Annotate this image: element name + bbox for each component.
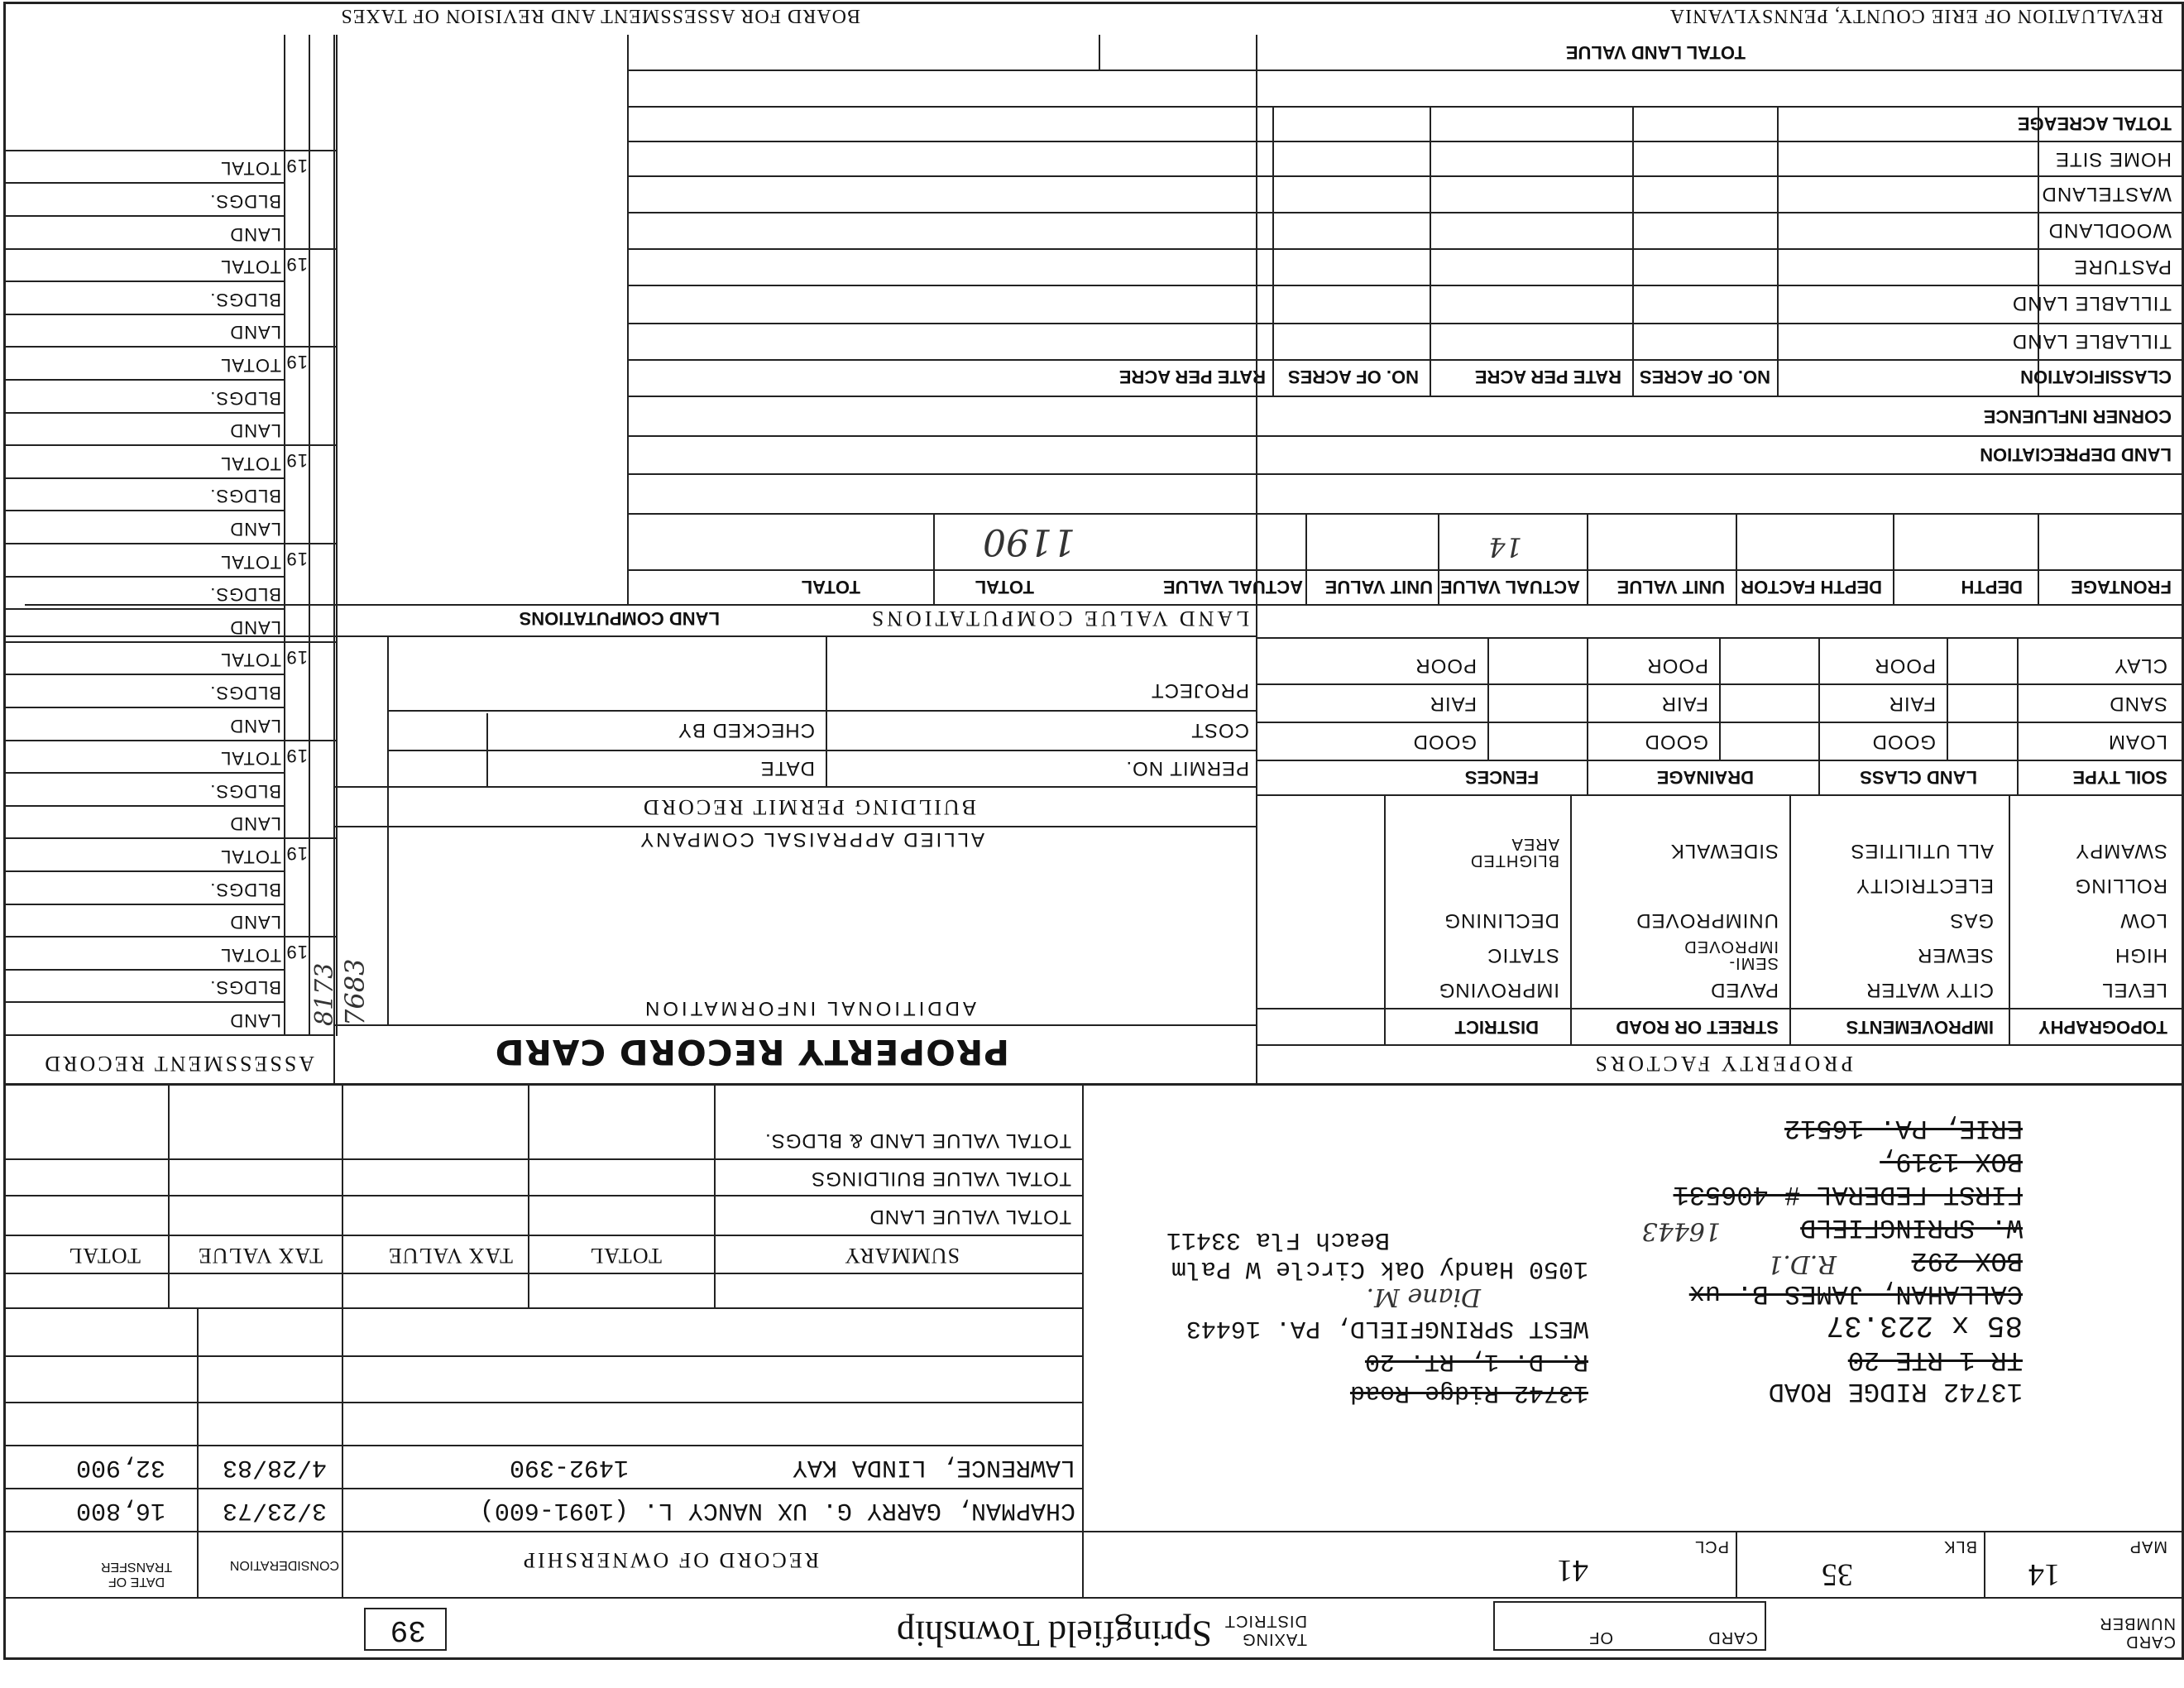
col-street: STREET OR ROAD <box>1616 1017 1779 1038</box>
class-wasteland: WASTELAND <box>2041 183 2172 205</box>
city-hand: 16443 <box>1641 1216 1721 1245</box>
street-sidewalk: SIDEWALK <box>1669 840 1779 862</box>
topo-swampy: SWAMPY <box>2075 840 2167 862</box>
permit-checked-by: CHECKED BY <box>677 719 815 741</box>
topo-level: LEVEL <box>2101 979 2167 1001</box>
mail-street-old: 13742 Ridge Road <box>1349 1379 1588 1407</box>
new-address-1: 1050 Handy Oak Circle W Palm <box>1171 1254 1588 1283</box>
county-title: REVALUATION OF ERIE COUNTY, PENNSYLVANIA <box>1669 5 2163 26</box>
bank-city-old: ERIE, PA. 16512 <box>1784 1113 2023 1144</box>
fences-good: GOOD <box>1412 731 1477 753</box>
col-fences: FENCES <box>1464 767 1539 788</box>
assessment-row-line <box>4 1001 285 1003</box>
assessment-row-line <box>4 477 285 479</box>
assessment-bldgs-label: BLDGS. <box>209 977 281 999</box>
summary-row-land: TOTAL VALUE LAND <box>869 1206 1071 1228</box>
assessment-row-line <box>4 182 285 184</box>
factors-title: PROPERTY FACTORS <box>1592 1052 1853 1076</box>
lv-hand-actual: 14 <box>1488 531 1522 563</box>
class-poor: POOR <box>1874 655 1936 677</box>
assessment-total-label: TOTAL <box>220 158 281 180</box>
lv-actual-value-2: ACTUAL VALUE <box>1162 577 1303 597</box>
land-computations: LAND COMPUTATIONS <box>519 608 720 629</box>
assessment-total-label: TOTAL <box>220 257 281 278</box>
fences-fair: FAIR <box>1429 693 1477 715</box>
assessment-row-line <box>4 969 285 971</box>
city-old: W. SPRINGFIELD <box>1800 1212 2023 1243</box>
box-hand: R.D.1 <box>1767 1249 1837 1278</box>
map-label: MAP <box>2129 1537 2167 1556</box>
assessment-total-label: TOTAL <box>220 551 281 573</box>
owner-2-name: LAWRENCE, LINDA KAY <box>792 1453 1075 1481</box>
imp-city-water: CITY WATER <box>1866 979 1994 1001</box>
class-good: GOOD <box>1871 731 1936 753</box>
assessment-row-line <box>4 608 285 610</box>
class-acres-2: NO. OF ACRES <box>1287 367 1419 387</box>
district-number: 39 <box>390 1613 426 1647</box>
permit-project: PROJECT <box>1150 679 1249 702</box>
assessment-land-label: LAND <box>229 322 281 343</box>
assessment-row-line <box>4 215 285 217</box>
owner-1-name: CHAPMAN, GARRY G. UX NANCY L. (1091-600) <box>479 1496 1075 1524</box>
assessment-row-line <box>3 837 338 839</box>
ownership-title: RECORD OF OWNERSHIP <box>520 1548 819 1572</box>
land-value-title: LAND VALUE COMPUTATIONS <box>868 607 1249 631</box>
lv-unit-value-2: UNIT VALUE <box>1324 577 1433 597</box>
taxing-district-label: TAXING DISTRICT <box>1224 1612 1307 1648</box>
drainage-fair: FAIR <box>1660 693 1708 715</box>
assessment-land-label: LAND <box>229 420 281 442</box>
street-unimproved: UNIMPROVED <box>1636 909 1779 932</box>
owner-2-date: 4/28/83 <box>222 1453 327 1481</box>
assessment-row-line <box>4 379 285 381</box>
assessment-year-3: 19 <box>285 745 308 766</box>
board-title: BOARD FOR ASSESSMENT AND REVISION OF TAXES <box>340 5 860 26</box>
assessment-row-line <box>4 805 285 807</box>
assessment-land-label: LAND <box>229 1010 281 1031</box>
class-home-site: HOME SITE <box>2054 148 2172 170</box>
lv-actual-value-1: ACTUAL VALUE <box>1439 577 1580 597</box>
property-address: 13742 RIDGE ROAD <box>1768 1376 2023 1407</box>
district-static: STATIC <box>1487 944 1559 966</box>
card-label: CARD <box>1707 1628 1758 1647</box>
map-value: 14 <box>2028 1557 2060 1592</box>
lv-depth-factor: DEPTH FACTOR <box>1741 577 1882 597</box>
assessment-row-line <box>4 904 285 905</box>
fences-poor: POOR <box>1415 655 1477 677</box>
class-rate-2: RATE PER ACRE <box>1118 367 1266 387</box>
assessment-bldgs-label: BLDGS. <box>209 486 281 507</box>
assessment-land-label: LAND <box>229 519 281 539</box>
date-of-transfer-label: DATE OF TRANSFER <box>100 1560 173 1589</box>
class-woodland: WOODLAND <box>2048 219 2172 242</box>
assessment-year-8: 19 <box>285 253 308 275</box>
assessment-year-9: 19 <box>285 155 308 176</box>
lv-depth: DEPTH <box>1961 577 2023 597</box>
imp-sewer: SEWER <box>1916 944 1994 966</box>
assessment-row-line <box>4 576 285 578</box>
soil-loam: LOAM <box>2107 731 2167 753</box>
card-title: PROPERTY RECORD CARD <box>494 1032 1009 1072</box>
pcl-label: PCL <box>1694 1537 1729 1556</box>
assessment-land-label: LAND <box>229 223 281 245</box>
street-paved: PAVED <box>1710 979 1779 1001</box>
appraiser: ALLIED APPRAISAL COMPANY <box>638 828 984 851</box>
assessment-bldgs-label: BLDGS. <box>209 191 281 212</box>
permit-no: PERMIT NO. <box>1125 757 1249 779</box>
col-land-class: LAND CLASS <box>1860 767 1977 788</box>
assessment-title: ASSESSMENT RECORD <box>42 1052 314 1076</box>
assessment-row-line <box>4 281 285 282</box>
imp-gas: GAS <box>1949 909 1994 932</box>
lv-hand-total: 1190 <box>983 520 1075 563</box>
class-pasture: PASTURE <box>2073 256 2172 278</box>
class-acres-1: NO. OF ACRES <box>1639 367 1770 387</box>
assessment-year-2: 19 <box>285 843 308 865</box>
topo-low: LOW <box>2119 909 2167 932</box>
street-semi: SEMI-IMPROVED <box>1684 938 1779 972</box>
permit-cost: COST <box>1190 719 1249 741</box>
lv-total-1: TOTAL <box>975 577 1034 597</box>
assessment-row-line <box>4 870 285 872</box>
col-improvements: IMPROVEMENTS <box>1846 1017 1994 1038</box>
assessment-total-label: TOTAL <box>220 355 281 376</box>
summary-tax-2: TAX VALUE <box>197 1244 323 1268</box>
summary-tax-1: TAX VALUE <box>387 1244 513 1268</box>
class-rate-1: RATE PER ACRE <box>1474 367 1621 387</box>
assessment-land-label: LAND <box>229 715 281 736</box>
assessment-total-label: TOTAL <box>220 846 281 867</box>
lv-frontage: FRONTAGE <box>2071 577 2172 597</box>
summary-title: SUMMARY <box>844 1244 960 1268</box>
owner-old-hand: Diane M. <box>1366 1283 1481 1312</box>
summary-total-1: TOTAL <box>589 1244 662 1268</box>
assessment-bldgs-label: BLDGS. <box>209 387 281 409</box>
district-declining: DECLINING <box>1444 909 1559 932</box>
col-soil-type: SOIL TYPE <box>2072 767 2167 788</box>
owner-2-amount: 32,900 <box>75 1453 165 1481</box>
assessment-land-label: LAND <box>229 813 281 835</box>
permit-title: BUILDING PERMIT RECORD <box>641 795 976 819</box>
mail-city: WEST SPRINGFIELD, PA. 16443 <box>1185 1314 1588 1342</box>
assessment-hand-year: 7683 <box>339 958 371 1026</box>
assessment-row-line <box>3 248 338 250</box>
assessment-hand-note: 8173 <box>310 962 339 1026</box>
owner-1-amount: 16,800 <box>75 1496 165 1524</box>
permit-date: DATE <box>759 757 815 779</box>
assessment-total-label: TOTAL <box>220 453 281 474</box>
assessment-total-label: TOTAL <box>220 748 281 770</box>
lv-total-2: TOTAL <box>801 577 860 597</box>
assessment-row-line <box>3 346 338 348</box>
col-drainage: DRAINAGE <box>1656 767 1754 788</box>
pcl-value: 41 <box>1557 1553 1588 1588</box>
box-old: BOX 292 <box>1911 1245 2023 1276</box>
land-depreciation: LAND DEPRECIATION <box>1980 444 2172 465</box>
assessment-year-5: 19 <box>285 549 308 569</box>
class-fair: FAIR <box>1888 693 1936 715</box>
blk-value: 35 <box>1822 1557 1853 1592</box>
assessment-bldgs-label: BLDGS. <box>209 879 281 900</box>
summary-total-2: TOTAL <box>68 1244 141 1268</box>
drainage-poor: POOR <box>1646 655 1708 677</box>
topo-high: HIGH <box>2115 944 2167 966</box>
class-tillable-2: TILLABLE LAND <box>2011 292 2172 314</box>
assessment-year-7: 19 <box>285 352 308 373</box>
drainage-good: GOOD <box>1644 731 1708 753</box>
blk-label: BLK <box>1943 1537 1977 1556</box>
of-label: OF <box>1588 1628 1613 1647</box>
col-topography: TOPOGRAPHY <box>2038 1017 2167 1038</box>
taxing-district-name: Springfield Township <box>896 1614 1212 1654</box>
class-tillable-1: TILLABLE LAND <box>2011 330 2172 352</box>
mail-rd-old: R. D. 1, RT. 20 <box>1364 1347 1588 1375</box>
assessment-row-line <box>4 412 285 414</box>
assessment-bldgs-label: BLDGS. <box>209 683 281 703</box>
legal-old: TR 1 RTE 20 <box>1847 1345 2023 1375</box>
assessment-row-line <box>4 674 285 675</box>
bank-old: FIRST FEDERAL # 406531 <box>1673 1179 2023 1210</box>
assessment-land-label: LAND <box>229 616 281 638</box>
assessment-row-line <box>4 707 285 708</box>
assessment-bldgs-label: BLDGS. <box>209 584 281 606</box>
class-classification: CLASSIFICATION <box>2020 367 2172 387</box>
corner-influence: CORNER INFLUENCE <box>1983 406 2172 427</box>
assessment-row-line <box>3 740 338 741</box>
imp-electricity: ELECTRICITY <box>1855 875 1994 897</box>
assessment-year-6: 19 <box>285 450 308 472</box>
owner-2-deed: 1492-390 <box>509 1453 629 1481</box>
class-total-acreage: TOTAL ACREAGE <box>2017 113 2172 134</box>
new-address-2: Beach Fla 33411 <box>1166 1225 1390 1254</box>
summary-row-buildings: TOTAL VALUE BUILDINGS <box>811 1168 1071 1190</box>
additional-info: ADDITIONAL INFORMATION <box>641 997 976 1019</box>
assessment-bldgs-label: BLDGS. <box>209 780 281 802</box>
consideration-label: CONSIDERATION <box>229 1558 339 1572</box>
topo-rolling: ROLLING <box>2074 875 2167 897</box>
district-improving: IMPROVING <box>1438 979 1559 1001</box>
outer-frame <box>3 2 2184 1660</box>
summary-row-land-bldgs: TOTAL VALUE LAND & BLDGS. <box>764 1129 1071 1152</box>
assessment-row-line <box>3 150 338 151</box>
assessment-row-line <box>3 543 338 544</box>
card-number-label: CARD NUMBER <box>2099 1614 2176 1651</box>
owner-1-date: 3/23/73 <box>222 1496 327 1524</box>
assessment-year-1: 19 <box>285 942 308 963</box>
assessment-row-line <box>3 936 338 938</box>
district-blighted: BLIGHTED AREA <box>1469 835 1559 870</box>
divider-top-band <box>3 1597 2184 1599</box>
assessment-row-line <box>3 444 338 446</box>
bank-box-old: BOX 1319, <box>1880 1146 2023 1177</box>
assessment-year-4: 19 <box>285 646 308 668</box>
imp-all-utilities: ALL UTILITIES <box>1850 840 1994 862</box>
divider-middle <box>3 1083 2184 1086</box>
soil-sand: SAND <box>2109 693 2167 715</box>
lv-unit-value-1: UNIT VALUE <box>1616 577 1725 597</box>
assessment-row-line <box>4 510 285 511</box>
assessment-row-line <box>3 641 338 643</box>
assessment-total-label: TOTAL <box>220 650 281 671</box>
assessment-total-label: TOTAL <box>220 944 281 966</box>
col-district: DISTRICT <box>1454 1017 1539 1038</box>
assessment-row-line <box>4 772 285 774</box>
owner-old: CALLAHAN, JAMES B. ux <box>1688 1278 2023 1309</box>
assessment-row-line <box>4 314 285 315</box>
total-land-value: TOTAL LAND VALUE <box>1565 42 1746 63</box>
assessment-land-label: LAND <box>229 912 281 933</box>
assessment-bldgs-label: BLDGS. <box>209 289 281 310</box>
soil-clay: CLAY <box>2114 655 2167 677</box>
dimensions: 85 x 223.37 <box>1826 1308 2023 1342</box>
